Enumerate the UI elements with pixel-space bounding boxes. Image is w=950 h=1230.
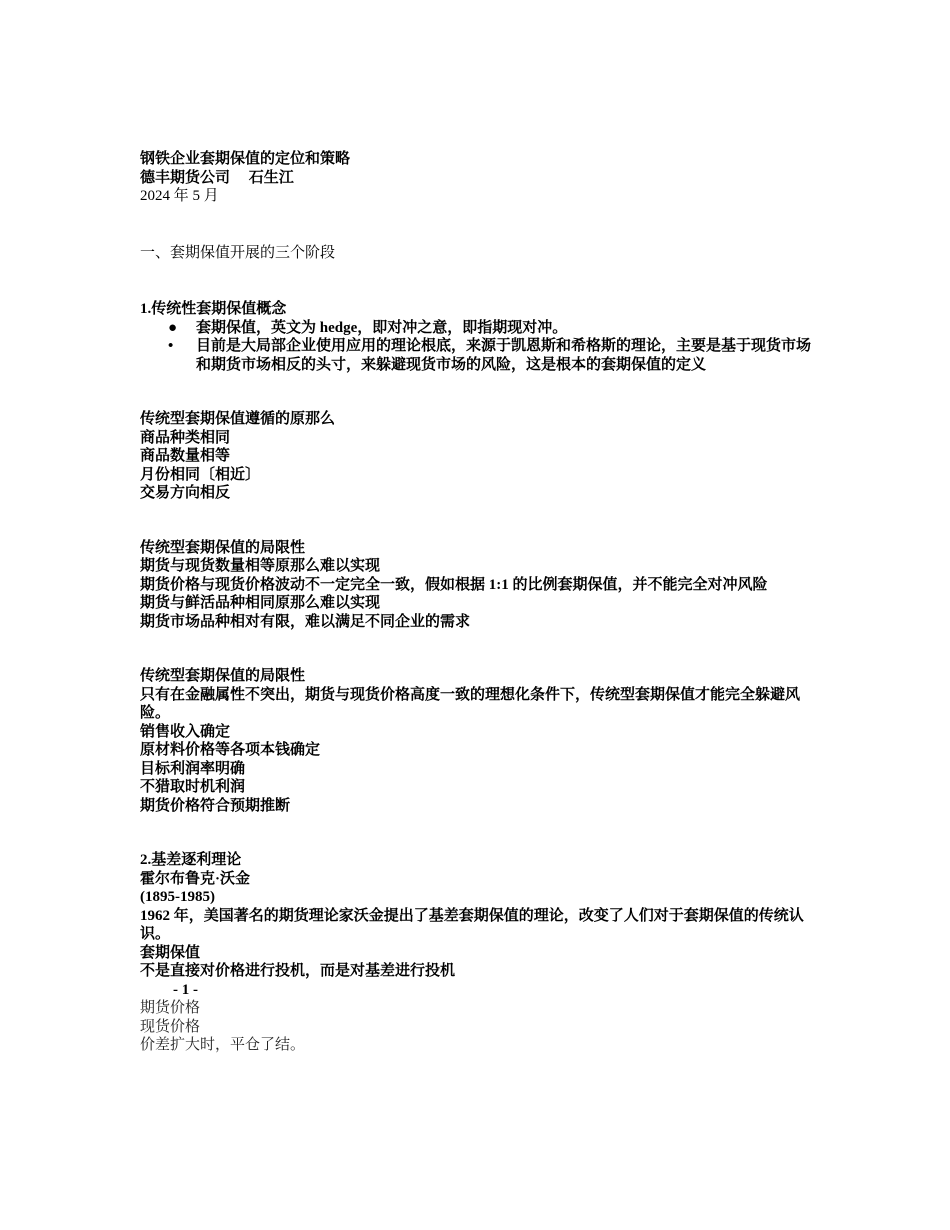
document-body <box>140 150 812 1055</box>
principles-heading: 传统型套期保值遵循的原那么 <box>140 411 336 427</box>
spacer <box>140 374 812 410</box>
spacer <box>140 262 812 300</box>
basis-heading: 2.基差逐利理论 <box>140 852 242 868</box>
list-item: 月份相同〔相近〕 <box>140 466 261 483</box>
list-item: 期货市场品种相对有限，难以满足不同企业的需求 <box>140 613 471 630</box>
limits-block-2 <box>140 667 812 815</box>
list-item <box>140 337 812 374</box>
limits-heading: 传统型套期保值的局限性 <box>140 668 306 684</box>
list-item: 商品种类相同 <box>140 429 231 446</box>
bullet-icon: ● <box>168 319 178 336</box>
list-item: 期货与鲜活品种相同原那么难以实现 <box>140 595 381 611</box>
person-years: (1895-1985) <box>140 889 215 905</box>
list-item: 期货价格与现货价格波动不一定完全一致，假如根据 1:1 的比例套期保值，并不能完全对冲风险 <box>140 576 768 593</box>
limits-heading: 传统型套期保值的局限性 <box>140 539 306 556</box>
spacer <box>140 631 812 667</box>
basis-block <box>140 851 812 999</box>
list-item: 目标利润率明确 <box>140 760 246 777</box>
bullet-text: 套期保值，英文为 hedge，即对冲之意，即指期现对冲。 <box>196 319 568 336</box>
principles-block <box>140 410 812 503</box>
document-author: 德丰期货公司 石生江 <box>140 169 294 186</box>
list-item: 商品数量相等 <box>140 448 231 464</box>
list-item: 期货价格 <box>140 1000 201 1016</box>
list-item: 期货价格符合预期推断 <box>140 797 291 814</box>
document-date: 2024 年 5 月 <box>140 188 219 204</box>
person-name: 霍尔布鲁克·沃金 <box>140 870 251 887</box>
list-item: 销售收入确定 <box>140 723 231 740</box>
limits-block-1 <box>140 539 812 632</box>
concept-bullet-list <box>140 319 812 375</box>
list-item: 不猎取时机利润 <box>140 779 246 795</box>
list-item: 价差扩大时，平仓了结。 <box>140 1037 306 1053</box>
spacer <box>140 503 812 539</box>
list-item <box>140 319 812 338</box>
list-item: 现货价格 <box>140 1018 201 1035</box>
document-title: 钢铁企业套期保值的定位和策略 <box>140 151 351 167</box>
concept-heading: 1.传统性套期保值概念 <box>140 301 287 317</box>
basis-paragraph: 1962 年，美国著名的期货理论家沃金提出了基差套期保值的理论，改变了人们对于套期保值的传统认识。 <box>140 907 804 942</box>
page-number: - 1 - <box>173 981 198 998</box>
list-item: 原材料价格等各项本钱确定 <box>140 742 321 758</box>
basis-subtext: 不是直接对价格进行投机，而是对基差进行投机 <box>140 963 456 979</box>
list-item: 期货与现货数量相等原那么难以实现 <box>140 558 381 574</box>
basis-subheading: 套期保值 <box>140 944 201 961</box>
bullet-icon: • <box>168 338 174 354</box>
list-item: 只有在金融属性不突出，期货与现货价格高度一致的理想化条件下，传统型套期保值才能完全躲避风险。 <box>140 686 801 721</box>
bullet-text: 目前是大局部企业使用应用的理论根底，来源于凯恩斯和希格斯的理论，主要是基于现货市场和期货市场相反的头寸，来躲避现货市场的风险，这是根本的套期保值的定义 <box>196 338 812 373</box>
list-item: 交易方向相反 <box>140 485 231 501</box>
footer-block <box>140 999 812 1055</box>
spacer <box>140 815 812 851</box>
section-heading: 一、套期保值开展的三个阶段 <box>140 244 336 261</box>
spacer <box>140 206 812 244</box>
